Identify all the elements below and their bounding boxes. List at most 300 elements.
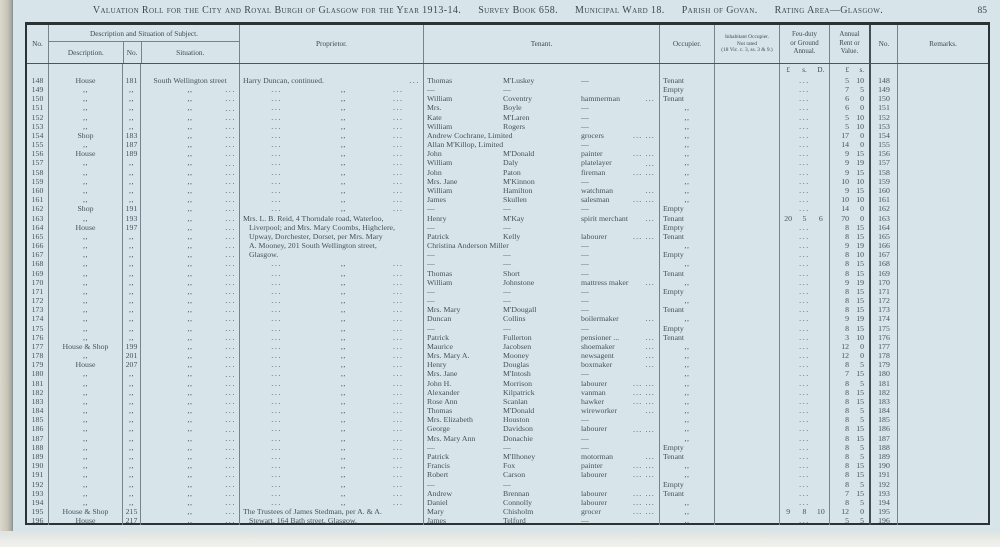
cell-description: House & Shop <box>48 507 122 516</box>
cell-description: ,, <box>48 159 122 168</box>
cell-remarks <box>897 94 988 103</box>
cell-inhabitant <box>714 480 779 489</box>
cell-proprietor: Mrs. L. B. Reid, 4 Thorndale road, Waterloo, <box>239 214 423 223</box>
cell-occupier: ,, <box>659 434 714 443</box>
cell-annual-rent: 8 15 <box>829 425 869 434</box>
cell-proprietor: ... ,, ... <box>239 342 423 351</box>
cell-no-right: 149 <box>869 85 897 94</box>
cell-street-no: ,, <box>122 113 140 122</box>
cell-remarks <box>897 461 988 470</box>
cell-remarks <box>897 269 988 278</box>
table-row <box>27 425 988 434</box>
cell-occupier: ,, <box>659 379 714 388</box>
cell-proprietor: ... ,, ... <box>239 360 423 369</box>
cell-occupier: ,, <box>659 507 714 516</box>
cell-description: ,, <box>48 415 122 424</box>
cell-no-right: 159 <box>869 177 897 186</box>
table-row <box>27 415 988 424</box>
cell-street-no: ,, <box>122 452 140 461</box>
table-row <box>27 333 988 342</box>
cell-proprietor: ... ,, ... <box>239 259 423 268</box>
cell-tenant: Mrs. Jane M'Intosh — <box>423 370 659 379</box>
cell-inhabitant <box>714 259 779 268</box>
cell-inhabitant <box>714 149 779 158</box>
cell-no-right: 167 <box>869 250 897 259</box>
table-row <box>27 76 988 85</box>
cell-remarks <box>897 470 988 479</box>
cell-no-right: 179 <box>869 360 897 369</box>
cell-proprietor: ... ,, ... <box>239 498 423 507</box>
cell-proprietor: ... ,, ... <box>239 489 423 498</box>
cell-inhabitant <box>714 76 779 85</box>
cell-no: 155 <box>31 140 44 150</box>
cell-street-no: ,, <box>122 104 140 113</box>
cell-annual-rent: 8 5 <box>829 452 869 461</box>
cell-inhabitant <box>714 397 779 406</box>
cell-remarks <box>897 287 988 296</box>
cell-tenant: Kate M'Laren — <box>423 113 659 122</box>
cell-situation: ,, ... <box>140 305 239 314</box>
cell-no: 157 <box>31 158 44 168</box>
cell-occupier: Empty <box>659 85 714 94</box>
cell-proprietor: ... ,, ... <box>239 425 423 434</box>
cell-no: 152 <box>31 112 44 122</box>
cell-occupier: ,, <box>659 259 714 268</box>
table-row <box>27 305 988 314</box>
cell-remarks <box>897 186 988 195</box>
cell-inhabitant <box>714 241 779 250</box>
table-row <box>27 214 988 223</box>
cell-description: House <box>48 360 122 369</box>
cell-tenant: — — — <box>423 259 659 268</box>
cell-proprietor: ... ,, ... <box>239 186 423 195</box>
table-row <box>27 259 988 268</box>
cell-no: 187 <box>31 433 44 443</box>
cell-occupier: Empty <box>659 443 714 452</box>
cell-situation: ,, ... <box>140 159 239 168</box>
page-left-edge <box>0 0 13 547</box>
cell-description: ,, <box>48 259 122 268</box>
table-row <box>27 397 988 406</box>
cell-annual-rent: 9 19 <box>829 314 869 323</box>
cell-no: 190 <box>31 461 44 471</box>
cell-no-right: 186 <box>869 425 897 434</box>
cell-remarks <box>897 195 988 204</box>
cell-annual-rent: 12 0 <box>829 342 869 351</box>
cell-inhabitant <box>714 324 779 333</box>
cell-tenant: Mrs. Mary A. Mooney newsagent ... <box>423 351 659 360</box>
cell-remarks <box>897 85 988 94</box>
cell-no: 181 <box>31 378 44 388</box>
cell-remarks <box>897 259 988 268</box>
cell-remarks <box>897 305 988 314</box>
cell-occupier: ,, <box>659 168 714 177</box>
cell-proprietor: ... ,, ... <box>239 177 423 186</box>
cell-street-no: 217 <box>122 516 140 525</box>
cell-street-no: ,, <box>122 379 140 388</box>
cell-inhabitant <box>714 113 779 122</box>
cell-tenant: John Paton fireman ... ... <box>423 168 659 177</box>
cell-annual-rent: 8 5 <box>829 480 869 489</box>
cell-inhabitant <box>714 250 779 259</box>
cell-inhabitant <box>714 287 779 296</box>
cell-feu-duty: ... <box>779 296 829 305</box>
cell-remarks <box>897 241 988 250</box>
cell-occupier: Tenant <box>659 232 714 241</box>
cell-tenant: Henry Douglas boxmaker ... <box>423 360 659 369</box>
cell-no-right: 172 <box>869 296 897 305</box>
cell-situation: ,, ... <box>140 113 239 122</box>
cell-tenant: William Rogers — <box>423 122 659 131</box>
cell-remarks <box>897 425 988 434</box>
cell-occupier: ,, <box>659 149 714 158</box>
cell-no: 194 <box>31 497 44 507</box>
table-row <box>27 186 988 195</box>
cell-tenant <box>423 64 659 76</box>
table-row <box>27 388 988 397</box>
cell-no: 164 <box>31 222 44 232</box>
cell-inhabitant <box>714 342 779 351</box>
table-row <box>27 314 988 323</box>
cell-inhabitant <box>714 415 779 424</box>
cell-situation: ,, ... <box>140 351 239 360</box>
cell-inhabitant <box>714 443 779 452</box>
cell-annual-rent: 3 10 <box>829 333 869 342</box>
col-no-right: No. <box>869 25 897 63</box>
cell-description: ,, <box>48 168 122 177</box>
cell-street-no: ,, <box>122 259 140 268</box>
cell-description: ,, <box>48 241 122 250</box>
cell-occupier: ,, <box>659 159 714 168</box>
cell-tenant: Mrs. Boyle — <box>423 104 659 113</box>
col-inhabitant-occupier <box>714 25 779 63</box>
cell-inhabitant <box>714 516 779 525</box>
cell-no: 163 <box>31 213 44 223</box>
cell-street-no: ,, <box>122 498 140 507</box>
cell-tenant: Mrs. Jane M'Kinnon — <box>423 177 659 186</box>
col-feu-line2: or Ground <box>790 39 819 47</box>
cell-no: 188 <box>31 442 44 452</box>
cell-no: 191 <box>31 470 44 480</box>
col-inhabitant-line2: Not rated <box>736 40 758 47</box>
cell-inhabitant <box>714 186 779 195</box>
cell-street-no: ,, <box>122 406 140 415</box>
table-row <box>27 498 988 507</box>
cell-occupier: Tenant <box>659 305 714 314</box>
cell-feu-duty: ... <box>779 186 829 195</box>
col-description: Description. <box>67 48 104 57</box>
cell-description: ,, <box>48 113 122 122</box>
cell-occupier <box>659 64 714 76</box>
table-row <box>27 94 988 103</box>
cell-occupier: ,, <box>659 186 714 195</box>
cell-annual-rent: 9 19 <box>829 278 869 287</box>
cell-remarks <box>897 214 988 223</box>
cell-inhabitant <box>714 168 779 177</box>
cell-annual-rent: 5 10 <box>829 122 869 131</box>
col-inhabitant-line3: (18 Vic. c. 3, ss. 3 & 9.) <box>721 47 773 54</box>
cell-street-no: ,, <box>122 159 140 168</box>
cell-proprietor: ... ,, ... <box>239 461 423 470</box>
cell-proprietor: The Trustees of James Stedman, per A. & A. <box>239 507 423 516</box>
cell-proprietor: ... ,, ... <box>239 333 423 342</box>
cell-annual-rent: 8 15 <box>829 287 869 296</box>
cell-situation: ,, ... <box>140 140 239 149</box>
cell-occupier: Empty <box>659 324 714 333</box>
cell-no: 162 <box>31 204 44 214</box>
cell-situation: ,, ... <box>140 214 239 223</box>
cell-no-right: 196 <box>869 516 897 525</box>
cell-remarks <box>897 480 988 489</box>
cell-street-no: ,, <box>122 278 140 287</box>
cell-inhabitant <box>714 314 779 323</box>
cell-no-right: 174 <box>869 314 897 323</box>
cell-no: 189 <box>31 451 44 461</box>
cell-description: ,, <box>48 461 122 470</box>
cell-no-right: 166 <box>869 241 897 250</box>
cell-occupier: ,, <box>659 241 714 250</box>
col-rent-line2: Rent or <box>839 39 860 47</box>
doc-title: Valuation Roll for the City and Royal Burgh of Glasgow for the Year 1913-14. <box>92 5 462 16</box>
cell-inhabitant <box>714 351 779 360</box>
col-tenant: Tenant. <box>423 25 659 63</box>
col-feu-line1: Feu-duty <box>792 31 817 39</box>
cell-tenant: — — — <box>423 443 659 452</box>
cell-proprietor: ... ,, ... <box>239 104 423 113</box>
cell-remarks <box>897 397 988 406</box>
cell-tenant: William Johnstone mattress maker ... <box>423 278 659 287</box>
table-header <box>27 25 988 64</box>
cell-situation: ,, ... <box>140 516 239 525</box>
cell-proprietor: ... ,, ... <box>239 415 423 424</box>
cell-tenant: Allan M'Killop, Limited — <box>423 140 659 149</box>
cell-no: 151 <box>31 103 44 113</box>
cell-situation: ,, ... <box>140 122 239 131</box>
cell-situation: ,, ... <box>140 379 239 388</box>
cell-street-no: ,, <box>122 186 140 195</box>
cell-annual-rent: 5 10 <box>829 76 869 85</box>
cell-no-right: 189 <box>869 452 897 461</box>
table-row <box>27 85 988 94</box>
cell-annual-rent: 14 0 <box>829 140 869 149</box>
cell-remarks <box>897 113 988 122</box>
cell-proprietor: Glasgow. <box>239 250 423 259</box>
col-remarks: Remarks. <box>897 25 988 63</box>
cell-inhabitant <box>714 296 779 305</box>
cell-description: ,, <box>48 214 122 223</box>
cell-annual-rent: 10 10 <box>829 195 869 204</box>
cell-no-right: 156 <box>869 149 897 158</box>
cell-tenant: John M'Donald painter ... ... <box>423 149 659 158</box>
cell-annual-rent: 14 0 <box>829 204 869 213</box>
table-row <box>27 241 988 250</box>
cell-description: ,, <box>48 269 122 278</box>
cell-situation: ,, ... <box>140 168 239 177</box>
cell-inhabitant <box>714 64 779 76</box>
cell-no: 180 <box>31 369 44 379</box>
cell-situation: ,, ... <box>140 360 239 369</box>
cell-inhabitant <box>714 370 779 379</box>
cell-inhabitant <box>714 498 779 507</box>
cell-situation: ,, ... <box>140 470 239 479</box>
cell-remarks <box>897 360 988 369</box>
cell-feu-duty: ... <box>779 85 829 94</box>
cell-occupier: ,, <box>659 516 714 525</box>
cell-tenant: James Skullen salesman ... ... <box>423 195 659 204</box>
cell-feu-duty: ... <box>779 177 829 186</box>
cell-tenant: Henry M'Kay spirit merchant ... <box>423 214 659 223</box>
doc-survey-book: Survey Book 658. <box>478 5 559 16</box>
cell-proprietor <box>239 64 423 76</box>
cell-no: 186 <box>31 424 44 434</box>
cell-no: 153 <box>31 121 44 131</box>
cell-proprietor: ... ,, ... <box>239 278 423 287</box>
cell-situation: ,, ... <box>140 489 239 498</box>
cell-feu-duty: ... <box>779 223 829 232</box>
table-row <box>27 269 988 278</box>
cell-no: 169 <box>31 268 44 278</box>
cell-tenant: — — — <box>423 287 659 296</box>
cell-feu-duty: ... <box>779 434 829 443</box>
cell-no-right: 182 <box>869 388 897 397</box>
cell-tenant: Andrew Brennan labourer ... ... <box>423 489 659 498</box>
cell-no: 178 <box>31 351 44 361</box>
cell-no-right: 168 <box>869 259 897 268</box>
cell-no-right: 171 <box>869 287 897 296</box>
cell-remarks <box>897 296 988 305</box>
cell-street-no: ,, <box>122 480 140 489</box>
cell-inhabitant <box>714 388 779 397</box>
cell-no-right: 154 <box>869 131 897 140</box>
cell-annual-rent: 9 15 <box>829 168 869 177</box>
cell-inhabitant <box>714 269 779 278</box>
cell-no-right: 169 <box>869 269 897 278</box>
cell-occupier: ,, <box>659 370 714 379</box>
cell-occupier: Tenant <box>659 76 714 85</box>
cell-description: ,, <box>48 489 122 498</box>
cell-annual-rent: 8 15 <box>829 434 869 443</box>
cell-feu-duty: ... <box>779 314 829 323</box>
table-row <box>27 434 988 443</box>
cell-tenant: William Daly platelayer ... <box>423 159 659 168</box>
cell-annual-rent: 7 5 <box>829 85 869 94</box>
cell-annual-rent: 8 15 <box>829 461 869 470</box>
cell-feu-duty: ... <box>779 94 829 103</box>
cell-feu-duty: ... <box>779 259 829 268</box>
cell-tenant: John H. Morrison labourer ... ... <box>423 379 659 388</box>
table-row <box>27 122 988 131</box>
cell-description: ,, <box>48 177 122 186</box>
cell-situation: ,, ... <box>140 425 239 434</box>
cell-no-right: 183 <box>869 397 897 406</box>
cell-remarks <box>897 489 988 498</box>
cell-inhabitant <box>714 379 779 388</box>
cell-no: 174 <box>31 314 44 324</box>
cell-occupier: ,, <box>659 195 714 204</box>
cell-no: 179 <box>31 360 44 370</box>
doc-municipal-ward: Municipal Ward 18. <box>575 5 665 16</box>
cell-street-no: ,, <box>122 415 140 424</box>
cell-no-right: 192 <box>869 480 897 489</box>
cell-situation: ,, ... <box>140 415 239 424</box>
cell-inhabitant <box>714 104 779 113</box>
cell-proprietor: ... ,, ... <box>239 287 423 296</box>
cell-no: 195 <box>31 507 44 517</box>
cell-description: ,, <box>48 305 122 314</box>
cell-no-right: 151 <box>869 104 897 113</box>
cell-occupier: ,, <box>659 342 714 351</box>
cell-annual-rent: 70 0 <box>829 214 869 223</box>
cell-tenant: Andrew Cochrane, Limited grocers ... ... <box>423 131 659 140</box>
cell-inhabitant <box>714 470 779 479</box>
cell-occupier: Tenant <box>659 94 714 103</box>
cell-proprietor: ... ,, ... <box>239 305 423 314</box>
cell-tenant: William Coventry hammerman ... <box>423 94 659 103</box>
cell-inhabitant <box>714 425 779 434</box>
cell-proprietor: ... ,, ... <box>239 370 423 379</box>
cell-tenant: Patrick M'Ilhoney motorman ... <box>423 452 659 461</box>
cell-remarks <box>897 64 988 76</box>
cell-description: ,, <box>48 324 122 333</box>
cell-situation: ,, ... <box>140 131 239 140</box>
doc-rating-area: Rating Area—Glasgow. <box>774 5 884 16</box>
col-group-label: Description and Situation of Subject. <box>49 25 239 42</box>
cell-no-right: 150 <box>869 94 897 103</box>
cell-tenant: Daniel Connolly labourer ... ... <box>423 498 659 507</box>
cell-street-no: ,, <box>122 269 140 278</box>
doc-parish: Parish of Govan. <box>681 5 758 16</box>
cell-description: ,, <box>48 333 122 342</box>
cell-tenant: James Telford — <box>423 516 659 525</box>
cell-no-right: 175 <box>869 324 897 333</box>
cell-situation: ,, ... <box>140 333 239 342</box>
cell-annual-rent: 8 5 <box>829 360 869 369</box>
cell-remarks <box>897 415 988 424</box>
table-row <box>27 379 988 388</box>
cell-feu-duty: ... <box>779 333 829 342</box>
cell-tenant: — — — <box>423 324 659 333</box>
valuation-table <box>25 22 990 525</box>
cell-street-no: 187 <box>122 140 140 149</box>
cell-inhabitant <box>714 223 779 232</box>
cell-annual-rent: 6 0 <box>829 94 869 103</box>
page-number: 85 <box>977 6 987 16</box>
cell-annual-rent: 9 19 <box>829 159 869 168</box>
cell-situation: ,, ... <box>140 149 239 158</box>
cell-no-right <box>869 64 897 76</box>
cell-street-no: ,, <box>122 195 140 204</box>
cell-street-no: 197 <box>122 223 140 232</box>
cell-no-right: 195 <box>869 507 897 516</box>
cell-tenant: Mrs. Mary M'Dougall — <box>423 305 659 314</box>
cell-situation: ,, ... <box>140 452 239 461</box>
cell-feu-duty: ... <box>779 104 829 113</box>
cell-no-right: 158 <box>869 168 897 177</box>
cell-situation: ,, ... <box>140 278 239 287</box>
table-row <box>27 250 988 259</box>
cell-feu-duty: ... <box>779 406 829 415</box>
cell-proprietor: ... ,, ... <box>239 140 423 149</box>
cell-situation: ,, ... <box>140 397 239 406</box>
table-row <box>27 149 988 158</box>
cell-description: Shop <box>48 131 122 140</box>
cell-tenant: George Davidson labourer ... ... <box>423 425 659 434</box>
page-bottom-edge <box>0 531 1000 547</box>
table-row <box>27 324 988 333</box>
col-proprietor: Proprietor. <box>239 25 423 63</box>
table-row <box>27 470 988 479</box>
cell-no-right: 194 <box>869 498 897 507</box>
